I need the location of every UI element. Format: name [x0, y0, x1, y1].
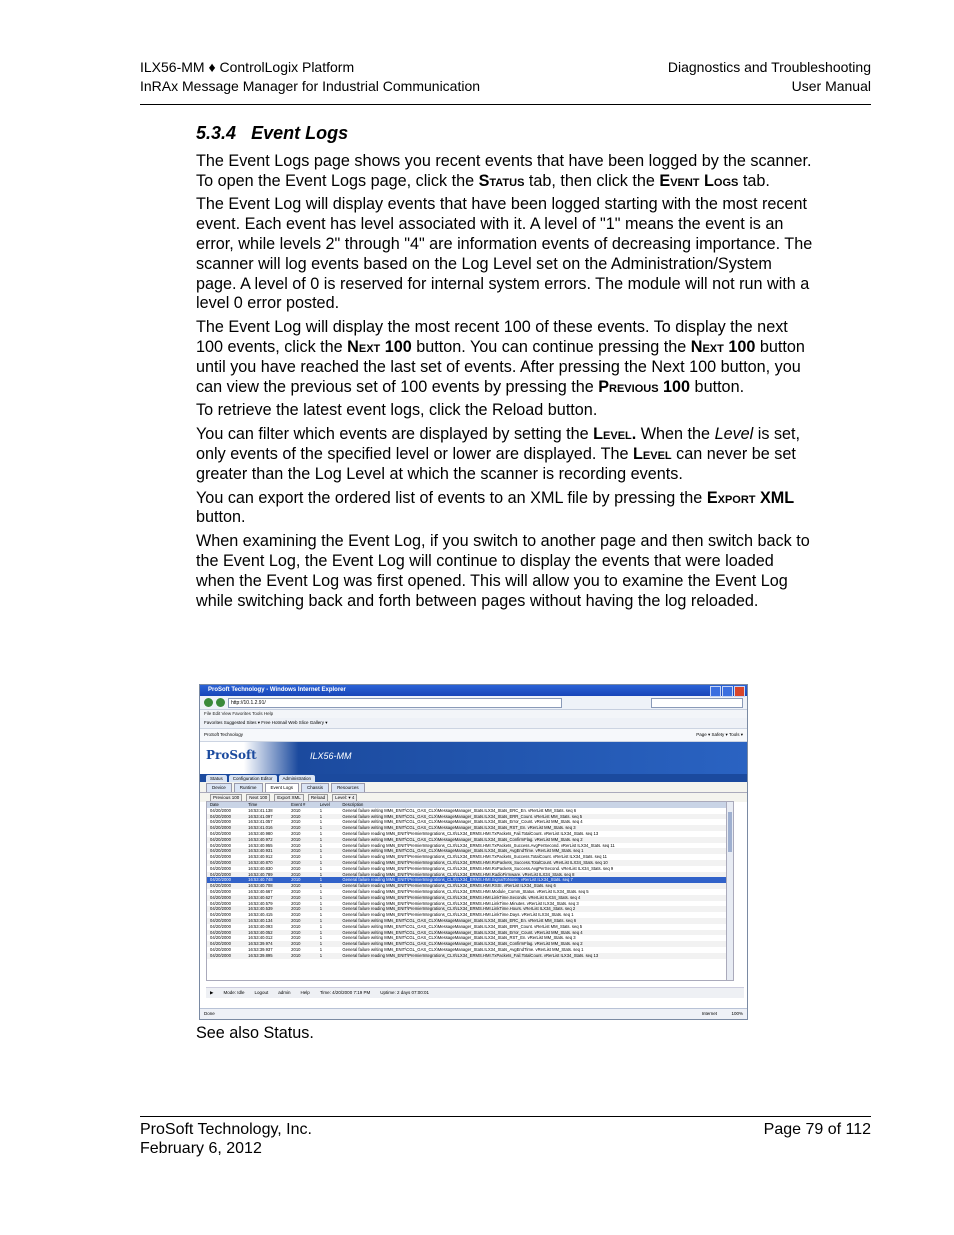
- main-content: [196, 124, 816, 615]
- table-cell: 16:53:40.539: [245, 906, 288, 912]
- tab-chassis[interactable]: Chassis: [301, 783, 329, 792]
- column-header-time[interactable]: Time: [245, 802, 288, 808]
- event-rows: [207, 808, 733, 959]
- see-also: See also Status.: [196, 1024, 314, 1042]
- tab-runtime[interactable]: Runtime: [234, 783, 263, 792]
- table-cell: 04/20/2000: [207, 918, 245, 924]
- column-header-level[interactable]: Level: [317, 802, 340, 808]
- table-cell: 16:53:40.972: [245, 837, 288, 843]
- module-name: ILX56-MM: [310, 751, 352, 761]
- paragraph-levels: The Event Log will display events that have been logged starting with the most recent event. Each event has level associated with it. A level of "1" means the event is an error, while levels 2" through "4" are information events of decreasing importance. The scanner will log events based on the Log Level set on the Administration/System page. A level of 0 is reserved for internal system errors. The module will not run with a level 0 error posted.: [196, 195, 813, 313]
- table-cell: 16:53:40.870: [245, 860, 288, 866]
- table-cell: General failure writing MMs_ENIT\CGL_GAS_CLX\MessageManager_Stats.ILX34_Stats_ConfirmFlag. vRerList MM_Stats. seq 2: [339, 837, 733, 843]
- table-cell: General failure reading MMs_ENIT\PremierIntegrations_CLX\ILX34_ERMS.HMI.LinkTime.Seconds. vRerList ILX34_Stats. seq 4: [339, 895, 733, 901]
- table-cell: 04/20/2000: [210, 807, 231, 813]
- back-icon[interactable]: [204, 698, 213, 707]
- paragraph-export: You can export the ordered list of events to an XML file by pressing the Export XML button.: [196, 488, 795, 527]
- table-cell: General failure reading MMs_ENIT\PremierIntegrations_CLX\ILX34_ERMS.HMI.TxPackets_Fail.TotalCount. vRerList ILX34_Stats. seq 13: [339, 953, 733, 959]
- table-cell: 16:53:40.134: [245, 918, 288, 924]
- table-cell: 16:53:40.912: [248, 854, 273, 860]
- tab-configuration-editor[interactable]: Configuration Editor: [229, 775, 277, 782]
- export-xml-button[interactable]: Export XML: [274, 794, 304, 802]
- table-cell: 2010: [288, 895, 317, 901]
- table-cell: 2010: [288, 877, 317, 883]
- table-cell: 04/20/2000: [207, 825, 245, 831]
- table-cell: General failure writing MMs_ENIT\CGL_GAS_CLX\MessageManager_Stats.ILX34_Stats_ConfirmFlag. vRerList MM_Stats. seq 2: [339, 941, 733, 947]
- favorites-bar[interactable]: Favorites Suggested Sites ▾ Free Hotmail Web Slice Gallery ▾: [200, 718, 747, 729]
- table-cell: 2010: [288, 930, 317, 936]
- tab-resources[interactable]: Resources: [331, 783, 365, 792]
- table-cell: 2010: [291, 807, 301, 813]
- table-cell: 2010: [291, 854, 301, 860]
- table-cell: 16:53:40.052: [245, 930, 288, 936]
- table-cell: 16:53:40.093: [248, 923, 273, 929]
- table-scrollbar[interactable]: [726, 802, 733, 980]
- page-number: Page 79 of 112: [763, 1121, 871, 1138]
- table-cell: 1: [317, 906, 340, 912]
- table-cell: 04/20/2000: [210, 912, 231, 918]
- table-cell: 16:53:40.415: [248, 912, 273, 918]
- app-status-bar: ▶ Mode: Idle Logout admin Help Time: 4/20/2000 7:19 PM Uptime: 2 days 07:00:01: [206, 987, 744, 998]
- table-cell: 2010: [288, 906, 317, 912]
- table-cell: 2010: [291, 912, 301, 918]
- table-cell: 1: [319, 854, 323, 860]
- table-row[interactable]: [207, 953, 733, 959]
- table-cell: 16:53:39.895: [245, 953, 288, 959]
- table-cell: 04/20/2000: [207, 953, 245, 959]
- table-cell: General failure reading MMs_ENIT\PremierIntegrations_CLX\ILX34_ERMS.HMI.LinkTime.Minutes. vRerList ILX34_Stats. seq 3: [342, 900, 579, 906]
- table-cell: 04/20/2000: [210, 819, 231, 825]
- column-header-description[interactable]: Description: [339, 802, 733, 808]
- table-cell: 04/20/2000: [207, 883, 245, 889]
- table-cell: 16:53:41.057: [248, 819, 273, 825]
- header-product-desc: InRAx Message Manager for Industrial Communication: [140, 78, 481, 94]
- table-cell: 04/20/2000: [210, 946, 231, 952]
- table-cell: 1: [319, 935, 323, 941]
- table-cell: General failure reading MMs_ENIT\PremierIntegrations_CLX\ILX34_ERMS.HMI.LinkTime.Days. vRerList ILX34_Stats. seq 1: [342, 912, 574, 918]
- table-cell: 2010: [291, 888, 301, 894]
- table-cell: 2010: [288, 814, 317, 820]
- forward-icon[interactable]: [216, 698, 225, 707]
- tab-administration[interactable]: Administration: [279, 775, 316, 782]
- table-cell: 04/20/2000: [210, 854, 231, 860]
- table-cell: 2010: [288, 953, 317, 959]
- table-cell: General failure writing MMs_ENIT\CGL_GAS_CLX\MessageManager_Stats.ILX34_Stats_AvgEndTime. vRerList MM_Stats. seq 1: [339, 848, 733, 854]
- table-cell: General failure reading MMs_ENIT\PremierIntegrations_CLX\ILX34_ERMS.HMI.RadioFirmware. vRerList ILX34_Stats. seq 8: [339, 872, 733, 878]
- table-cell: General failure reading MMs_ENIT\PremierIntegrations_CLX\ILX34_ERMS.HMI.TxPackets_Fail.TotalCount. vRerList ILX34_Stats. seq 13: [342, 830, 599, 836]
- paragraph-intro: The Event Logs page shows you recent events that have been logged by the scanner. To open the Event Logs page, click the Status tab, then click the Event Logs tab.: [196, 151, 812, 190]
- status-sub-tabs: [200, 782, 747, 793]
- table-cell: 04/20/2000: [207, 906, 245, 912]
- table-cell: 2010: [291, 819, 301, 825]
- table-cell: 04/20/2000: [210, 830, 231, 836]
- table-cell: 1: [317, 860, 340, 866]
- address-bar: [200, 696, 747, 710]
- table-cell: 16:53:40.627: [245, 895, 288, 901]
- table-cell: 2010: [291, 935, 301, 941]
- table-cell: 16:53:40.667: [248, 888, 273, 894]
- table-cell: 1: [317, 877, 340, 883]
- event-log-table: [206, 801, 734, 981]
- paragraph-reload: To retrieve the latest event logs, click the Reload button.: [196, 401, 598, 420]
- table-cell: General failure reading MMs_ENIT\PremierIntegrations_CLX\ILX34_ERMS.HMI.RSSI. vRerList ILX34_Stats. seq 6: [339, 883, 733, 889]
- footer-company: ProSoft Technology, Inc.: [140, 1121, 312, 1138]
- table-cell: General failure writing MMs_ENIT\CGL_GAS_CLX\MessageManager_Stats.ILX34_Stats_ERC_En. vRerList MM_Stats. seq 6: [339, 918, 733, 924]
- table-cell: 1: [317, 872, 340, 878]
- internet-zone: Internet: [701, 1011, 717, 1016]
- table-cell: 04/20/2000: [207, 837, 245, 843]
- table-cell: 1: [319, 946, 323, 952]
- help-button[interactable]: Help: [300, 990, 310, 995]
- table-cell: 04/20/2000: [207, 877, 245, 883]
- header-chapter: Diagnostics and Troubleshooting: [667, 59, 871, 75]
- table-cell: 1: [319, 888, 323, 894]
- column-header-date[interactable]: Date: [207, 802, 245, 808]
- table-cell: General failure writing MMs_ENIT\CGL_GAS_CLX\MessageManager_Stats.ILX34_Stats_ERR_Count. vRerList MM_Stats. seq 5: [339, 814, 733, 820]
- table-cell: 16:53:41.016: [245, 825, 288, 831]
- section-heading: 5.3.4 Event Logs: [196, 123, 349, 143]
- table-cell: 1: [319, 830, 323, 836]
- table-cell: 16:53:40.012: [248, 935, 273, 941]
- table-cell: 04/20/2000: [207, 814, 245, 820]
- paragraph-switching: When examining the Event Log, if you switch to another page and then switch back to the Event Log, the Event Log will continue to display the events that were loaded when the Event Log was first opened. This will allow you to examine the Event Log while switching back and forth between pages without having the log reloaded.: [196, 532, 810, 610]
- table-cell: 16:53:40.708: [245, 883, 288, 889]
- table-cell: General failure reading MMs_ENIT\PremierIntegrations_CLX\ILX34_ERMS.HMI.LinkTime.Hours. vRerList ILX34_Stats. seq 2: [339, 906, 733, 912]
- table-cell: 1: [319, 842, 323, 848]
- table-cell: 16:53:40.748: [245, 877, 288, 883]
- table-cell: 16:53:40.955: [248, 842, 273, 848]
- table-cell: 16:53:40.579: [248, 900, 273, 906]
- tab-status[interactable]: Status: [206, 775, 227, 782]
- mode-value: Idle: [237, 990, 245, 995]
- tab-device[interactable]: Device: [206, 783, 232, 792]
- table-cell: General failure reading MMs_ENIT\PremierIntegrations_CLX\ILX34_ERMS.HMI.TxPackets_Success.AvgPerSecond. vRerList ILX34_Stats. seq 11: [342, 842, 615, 848]
- table-cell: General failure reading MMs_ENIT\PremierIntegrations_CLX\ILX34_ERMS.HMI.RxPackets_Success.AvgPerSecond. vRerList ILX34_Stats. seq 9: [342, 865, 614, 871]
- table-cell: 1: [317, 918, 340, 924]
- table-cell: 1: [319, 819, 323, 825]
- table-cell: 2010: [291, 830, 301, 836]
- header-product: ILX56-MM ♦ ControlLogix Platform: [140, 59, 355, 75]
- table-cell: 1: [319, 865, 323, 871]
- minimize-icon[interactable]: [710, 686, 721, 697]
- table-cell: General failure writing MMs_ENIT\CGL_GAS_CLX\MessageManager_Stats.ILX34_Stats_AvgEndTime. vRerList MM_Stats. seq 1: [342, 946, 584, 952]
- table-cell: 2010: [288, 825, 317, 831]
- table-cell: 2010: [288, 872, 317, 878]
- table-cell: 16:53:41.138: [248, 807, 273, 813]
- table-cell: 1: [317, 941, 340, 947]
- table-cell: 2010: [288, 883, 317, 889]
- close-icon[interactable]: [734, 686, 745, 697]
- table-cell: 16:53:40.931: [245, 848, 288, 854]
- table-cell: General failure reading MMs_ENIT\PremierIntegrations_CLX\ILX34_ERMS.HMI.RxPackets_Success.TotalCount. vRerList ILX34_Stats. seq 10: [339, 860, 733, 866]
- paragraph-next-100: The Event Log will display the most recent 100 of these events. To display the next 100 events, click the Next 100 button. You can continue pressing the Next 100 button until you have reached the last set of events. After pressing the Next 100 button, you can view the previous set of 100 events by pressing the Previous 100 button.: [196, 318, 805, 396]
- table-cell: General failure writing MMs_ENIT\CGL_GAS_CLX\MessageManager_Stats.ILX34_Stats_ERR_Count. vRerList MM_Stats. seq 5: [342, 923, 583, 929]
- table-cell: 1: [317, 814, 340, 820]
- reload-button[interactable]: Reload: [308, 794, 328, 802]
- table-cell: 2010: [291, 842, 301, 848]
- column-header-event[interactable]: Event #: [288, 802, 317, 808]
- table-cell: 04/20/2000: [207, 860, 245, 866]
- table-cell: 16:53:40.980: [248, 830, 273, 836]
- table-cell: 04/20/2000: [207, 941, 245, 947]
- table-cell: 1: [317, 930, 340, 936]
- table-cell: 04/20/2000: [207, 848, 245, 854]
- table-cell: 16:53:39.937: [248, 946, 273, 952]
- table-cell: General failure writing MMs_ENIT\CGL_GAS_CLX\MessageManager_Stats.ILX34_Stats_RST_En. vRerList MM_Stats. seq 3: [339, 825, 733, 831]
- user-badge: admin: [278, 990, 291, 995]
- logout-button[interactable]: Logout: [254, 990, 269, 995]
- table-cell: 16:53:41.097: [245, 814, 288, 820]
- browser-tools[interactable]: Page ▾ Safety ▾ Tools ▾: [696, 732, 743, 737]
- maximize-icon[interactable]: [722, 686, 733, 697]
- app-banner: [200, 742, 747, 774]
- table-cell: 04/20/2000: [210, 842, 231, 848]
- prosoft-logo: ProSoft: [206, 748, 257, 762]
- paragraph-filter: You can filter which events are displayed by setting the Level. When the Level is set, only events of the specified level or lower are displayed. The Level can never be set greater than the Log Level at which the scanner is recording events.: [196, 425, 801, 483]
- previous-100-button[interactable]: Previous 100: [210, 794, 242, 802]
- table-cell: 2010: [291, 900, 301, 906]
- url-field[interactable]: http://10.1.2.91/: [228, 698, 562, 708]
- browser-tab[interactable]: ProSoft Technology: [204, 732, 243, 737]
- table-cell: 04/20/2000: [210, 935, 231, 941]
- table-cell: 1: [317, 848, 340, 854]
- search-input[interactable]: [651, 698, 743, 708]
- table-cell: 1: [319, 923, 323, 929]
- table-cell: 2010: [291, 946, 301, 952]
- table-cell: 04/20/2000: [210, 888, 231, 894]
- table-cell: 1: [317, 895, 340, 901]
- table-cell: 04/20/2000: [207, 872, 245, 878]
- time-value: 4/20/2000 7:19 PM: [332, 990, 371, 995]
- table-cell: 2010: [291, 923, 301, 929]
- play-icon[interactable]: ▶: [210, 990, 214, 995]
- browser-tab-strip: [200, 729, 747, 742]
- uptime-value: 2 days 07:00:01: [396, 990, 430, 995]
- app-tabs: [200, 774, 747, 782]
- next-100-button[interactable]: Next 100: [246, 794, 270, 802]
- browser-menu-bar[interactable]: File Edit View Favorites Tools Help: [200, 710, 747, 718]
- header-divider: [140, 104, 871, 105]
- table-cell: General failure writing MMs_ENIT\CGL_GAS_CLX\MessageManager_Stats.ILX34_Stats_Error_Count. vRerList MM_Stats. seq 4: [339, 930, 733, 936]
- tab-event-logs[interactable]: Event Logs: [265, 783, 300, 792]
- table-cell: 04/20/2000: [207, 930, 245, 936]
- level-select[interactable]: Level: ▾ 4: [332, 794, 357, 802]
- table-cell: General failure writing MMs_ENIT\CGL_GAS_CLX\MessageManager_Stats.ILX34_Stats_Error_Count. vRerList MM_Stats. seq 4: [342, 819, 583, 825]
- table-cell: 04/20/2000: [207, 895, 245, 901]
- table-cell: 16:53:39.974: [245, 941, 288, 947]
- table-cell: 2010: [288, 941, 317, 947]
- table-cell: 16:53:40.789: [245, 872, 288, 878]
- zoom-level[interactable]: 100%: [731, 1011, 743, 1016]
- table-cell: General failure writing MMs_ENIT\CGL_GAS_CLX\MessageManager_Stats.ILX34_Stats_ERC_En. vRerList MM_Stats. seq 6: [342, 807, 577, 813]
- table-cell: 16:53:40.830: [248, 865, 273, 871]
- scrollbar-thumb[interactable]: [728, 812, 732, 852]
- table-cell: General failure reading MMs_ENIT\PremierIntegrations_CLX\ILX34_ERMS.HMI.TxPackets_Success.TotalCount. vRerList ILX34_Stats. seq 11: [342, 854, 607, 860]
- footer-divider: [140, 1116, 871, 1117]
- event-log-screenshot: [199, 684, 748, 1020]
- table-cell: 1: [317, 837, 340, 843]
- browser-title-bar: ProSoft Technology - Windows Internet Explorer: [200, 685, 747, 696]
- table-cell: 1: [317, 825, 340, 831]
- table-cell: 1: [319, 900, 323, 906]
- table-cell: 2010: [288, 848, 317, 854]
- table-cell: General failure writing MMs_ENIT\CGL_GAS_CLX\MessageManager_Stats.ILX34_Stats_RST_En. vRerList MM_Stats. seq 3: [342, 935, 576, 941]
- table-cell: 1: [319, 912, 323, 918]
- table-cell: General failure reading MMs_ENIT\PremierIntegrations_CLX\ILX34_ERMS.HMI.SignalToNoise. vRerList ILX34_Stats. seq 7: [339, 877, 733, 883]
- table-cell: 2010: [288, 860, 317, 866]
- table-cell: 1: [317, 953, 340, 959]
- table-cell: 2010: [291, 865, 301, 871]
- table-cell: 2010: [288, 837, 317, 843]
- table-cell: 04/20/2000: [210, 865, 231, 871]
- table-cell: 04/20/2000: [210, 900, 231, 906]
- table-cell: General failure reading MMs_ENIT\PremierIntegrations_CLX\ILX34_ERMS.HMI.Module_Comm_Status. vRerList ILX34_Stats. seq 5: [342, 888, 589, 894]
- header-doc-type: User Manual: [791, 78, 871, 94]
- table-cell: 04/20/2000: [210, 923, 231, 929]
- table-cell: 2010: [288, 918, 317, 924]
- footer-date: February 6, 2012: [140, 1140, 262, 1157]
- table-cell: 1: [319, 807, 323, 813]
- browser-status-bar: Done Internet 100%: [200, 1008, 747, 1019]
- table-cell: 1: [317, 883, 340, 889]
